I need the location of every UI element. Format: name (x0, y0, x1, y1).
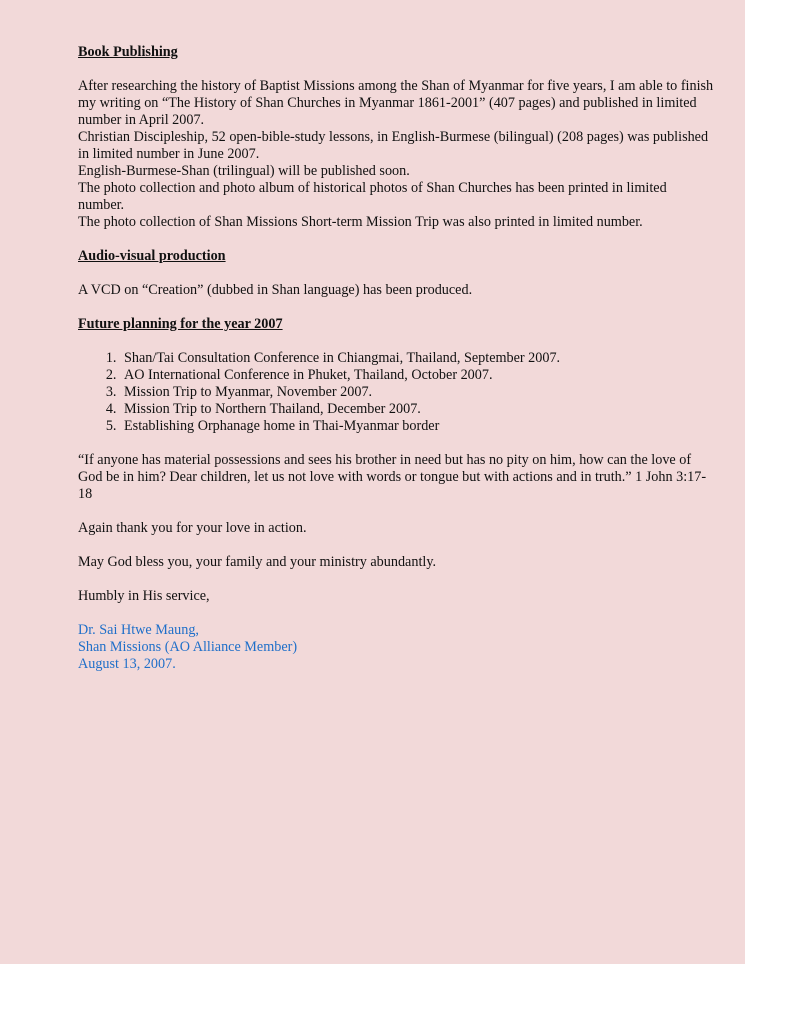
book-publishing-trilingual-line: English-Burmese-Shan (trilingual) will be published soon. (78, 163, 410, 179)
signature-date: August 13, 2007. (78, 656, 176, 672)
list-item: 2. AO International Conference in Phuket, Thailand, October 2007. (120, 367, 715, 384)
book-publishing-history-line: After researching the history of Baptist Missions among the Shan of Myanmar for five years, I am able to finish my writing on “The History of Shan Churches in Myanmar 1861-2001” (407 pages) and published in limited number in April 2007. (78, 78, 714, 128)
signature-name: Dr. Sai Htwe Maung, (78, 622, 199, 638)
closing-blessing: May God bless you, your family and your ministry abundantly. (78, 554, 437, 570)
list-item: 4. Mission Trip to Northern Thailand, December 2007. (120, 401, 715, 418)
signature-organization: Shan Missions (AO Alliance Member) (78, 639, 298, 655)
list-item: 1. Shan/Tai Consultation Conference in Chiangmai, Thailand, September 2007. (120, 350, 715, 367)
book-publishing-mission-trip-line: The photo collection of Shan Missions Short-term Mission Trip was also printed in limited number. (78, 214, 643, 230)
audio-visual-text: A VCD on “Creation” (dubbed in Shan language) has been produced. (78, 282, 473, 298)
future-planning-list (78, 350, 715, 435)
book-publishing-heading: Book Publishing (78, 44, 178, 60)
closing-thanks: Again thank you for your love in action. (78, 520, 307, 536)
future-planning-heading: Future planning for the year 2007 (78, 316, 283, 332)
book-publishing-photo-album-line: The photo collection and photo album of historical photos of Shan Churches has been printed in limited number. (78, 180, 667, 213)
bible-quote: “If anyone has material possessions and sees his brother in need but has no pity on him, how can the love of God be in him? Dear children, let us not love with words or tongue but with actions and in truth.” 1 John 3:17-18 (78, 452, 707, 502)
closing-valediction: Humbly in His service, (78, 588, 210, 604)
list-item: 3. Mission Trip to Myanmar, November 2007. (120, 384, 715, 401)
list-item: 5. Establishing Orphanage home in Thai-Myanmar border (120, 418, 715, 435)
book-publishing-discipleship-line: Christian Discipleship, 52 open-bible-study lessons, in English-Burmese (bilingual) (208 pages) was published in limited number in June 2007. (78, 129, 709, 162)
audio-visual-heading: Audio-visual production (78, 248, 226, 264)
